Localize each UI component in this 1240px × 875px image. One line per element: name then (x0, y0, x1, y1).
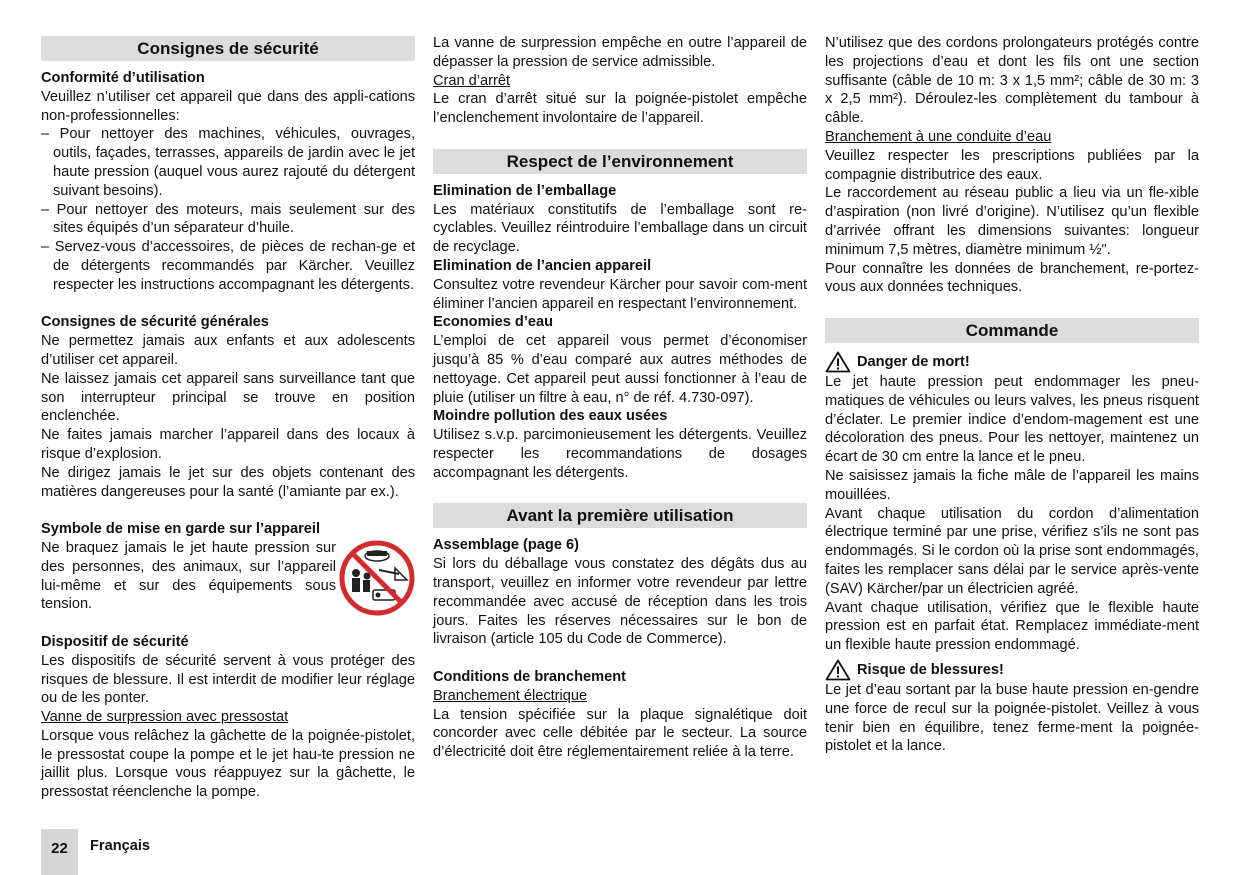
warning-triangle-icon (825, 351, 851, 373)
valve-subtitle: Vanne de surpression avec pressostat (41, 709, 289, 726)
column-right (825, 34, 1199, 756)
conformity-text: Veuillez n’utiliser cet appareil que dans des appli-cations non-professionnelles: (41, 88, 415, 124)
injury-title: Risque de blessures! (857, 661, 1004, 678)
paragraph: Avant chaque utilisation, vérifiez que le flexible haute pression est en parfait état. Remplacez immédiate-ment un flexible haute pression endommagé. (825, 599, 1199, 654)
paragraph: Ne saisissez jamais la fiche mâle de l’appareil les mains mouillées. (825, 467, 1199, 503)
connection-title: Conditions de branchement (433, 668, 626, 685)
water-connection-subtitle: Branchement à une conduite d’eau (825, 128, 1052, 145)
paragraph: Pour connaître les données de branchement, re-portez-vous aux données techniques. (825, 260, 1199, 296)
column-middle (433, 34, 807, 762)
paragraph: Ne dirigez jamais le jet sur des objets contenant des matières dangereuses pour la santé (l’amiante par ex.). (41, 464, 415, 500)
water-savings-title: Economies d’eau (433, 314, 554, 331)
list-item: – Pour nettoyer des machines, véhicules, ouvrages, outils, façades, terrasses, appareils de jardin avec le jet haute pression (auquel vous aurez rajouté du détergent suivant besoins). (41, 126, 415, 199)
paragraph: Avant chaque utilisation du cordon d’alimentation électrique terminé par une prise, vérifiez s’ils ne sont pas endommagés. Si le cordon où la prise sont endommagés, faites les remplacer sans délai par le service après-vente (SAV) Kärcher/par un électricien agréé. (825, 505, 1199, 597)
symbol-text: Ne braquez jamais le jet haute pression sur des personnes, des animaux, sur l’appareil lui-même et sur des équipements sous tension. (41, 539, 336, 613)
packaging-title: Elimination de l’emballage (433, 182, 617, 199)
cords-text: N’utilisez que des cordons prolongateurs protégés contre les projections d’eau et dont les fils ont une section suffisante (câble de 10 m: 3 x 1,5 mm²; câble de 30 m: 3 x 2,5 mm²). Déroulez-les complètement du tambour à câble. (825, 35, 1199, 127)
symbol-title: Symbole de mise en garde sur l’appareil (41, 521, 321, 538)
packaging-text: Les matériaux constitutifs de l’emballage sont re-cyclables. Veuillez réintroduire l’emballage dans un circuit de recyclage. (433, 201, 807, 256)
old-device-title: Elimination de l’ancien appareil (433, 257, 652, 274)
danger-title: Danger de mort! (857, 353, 970, 370)
valve-text-continued: La vanne de surpression empêche en outre l’appareil de dépasser la pression de service admissible. (433, 35, 807, 70)
water-savings-text: L’emploi de cet appareil vous permet d’économiser jusqu’à 85 % d’eau comparé aux autres méthodes de nettoyage. Cet appareil peut aussi fonctionner à l’eau de pluie (utiliser un filtre à eau, n° de réf. 4.730-097). (433, 333, 807, 406)
paragraph: Ne laissez jamais cet appareil sans surveillance tant que son interrupteur principal se trouve en position enclenchée. (41, 370, 415, 425)
injury-text: Le jet d’eau sortant par la buse haute pression en-gendre une force de recul sur la poignée-pistolet. Veillez à vous tenir bien en équilibre, tenez ferme-ment la poignée-pistolet et la lance. (825, 681, 1199, 755)
section-heading-safety: Consignes de sécurité (41, 36, 415, 61)
section-heading-environment: Respect de l’environnement (433, 149, 807, 174)
no-spray-symbol-icon (339, 540, 415, 616)
stop-subtitle: Cran d’arrêt (433, 72, 511, 89)
paragraph: Veuillez respecter les prescriptions publiées par la compagnie distributrice des eaux. (825, 147, 1199, 183)
safety-device-title: Dispositif de sécurité (41, 633, 189, 650)
symbol-block (41, 520, 415, 614)
paragraph: Le raccordement au réseau public a lieu via un fle-xible d’aspiration (non livré d’origine). N’utilisez qu’un flexible d’arrivée offrant les dimensions suivantes: longueur minimum 7,5 mètres, diamètre minimum ½". (825, 185, 1199, 258)
stop-text: Le cran d’arrêt situé sur la poignée-pistolet empêche l’enclenchement involontaire de l’appareil. (433, 91, 807, 127)
section-heading-command: Commande (825, 318, 1199, 343)
pollution-text: Utilisez s.v.p. parcimonieusement les détergents. Veuillez respecter les recommandations de dosages accompagnant les détergents. (433, 427, 807, 481)
list-item: – Servez-vous d’accessoires, de pièces de rechan-ge et de détergents recommandés par Kärcher. Veuillez respecter les instructions accompagnant les détergents. (41, 239, 415, 293)
paragraph: Ne permettez jamais aux enfants et aux adolescents d’utiliser cet appareil. (41, 333, 415, 368)
pollution-title: Moindre pollution des eaux usées (433, 408, 668, 425)
electric-text: La tension spécifiée sur la plaque signalétique doit concorder avec celle débitée par le secteur. La source d’électricité doit être réglementairement reliée à la terre. (433, 706, 807, 761)
assembly-title: Assemblage (page 6) (433, 537, 579, 554)
paragraph: Le jet haute pression peut endommager les pneu-matiques de véhicules ou leurs valves, les pneus risquent d’éclater. Le premier indice d’endom-magement est une décoloration des pneus. Pour les nettoyer, maintenez un écart de 30 cm entre la lance et le pneu. (825, 373, 1199, 466)
safety-device-text: Les dispositifs de sécurité servent à vous protéger des risques de blessure. Il est interdit de modifier leur réglage ou de les ponter. (41, 652, 415, 707)
page-number: 22 (51, 840, 68, 857)
conformity-title: Conformité d’utilisation (41, 70, 205, 86)
column-left (41, 34, 415, 802)
list-item: – Pour nettoyer des moteurs, mais seulement sur des sites équipés d’un séparateur d’huile. (41, 201, 415, 237)
page-language: Français (90, 838, 151, 854)
valve-text: Lorsque vous relâchez la gâchette de la poignée-pistolet, le pressostat coupe la pompe et le jet hau-te pression ne jaillit plus. Lorsque vous réappuyez sur la gâchette, le pressostat réenclenche la pompe. (41, 727, 415, 801)
old-device-text: Consultez votre revendeur Kärcher pour savoir com-ment éliminer l’ancien appareil en respectant l’environnement. (433, 276, 807, 312)
paragraph: Ne faites jamais marcher l’appareil dans des locaux à risque d’explosion. (41, 427, 415, 462)
warning-triangle-icon (825, 659, 851, 681)
injury-warning (825, 659, 1199, 681)
general-safety-title: Consignes de sécurité générales (41, 314, 269, 331)
section-heading-first-use: Avant la première utilisation (433, 503, 807, 528)
danger-warning (825, 351, 1199, 373)
assembly-text: Si lors du déballage vous constatez des dégâts dus au transport, veuillez en informer votre revendeur par lettre recommandée avec accusé de réception dans les trois jours. Faites les réserves nécessaires sur le bon de livraison (article 105 du Code de Commerce). (433, 556, 807, 648)
electric-subtitle: Branchement électrique (433, 687, 588, 704)
